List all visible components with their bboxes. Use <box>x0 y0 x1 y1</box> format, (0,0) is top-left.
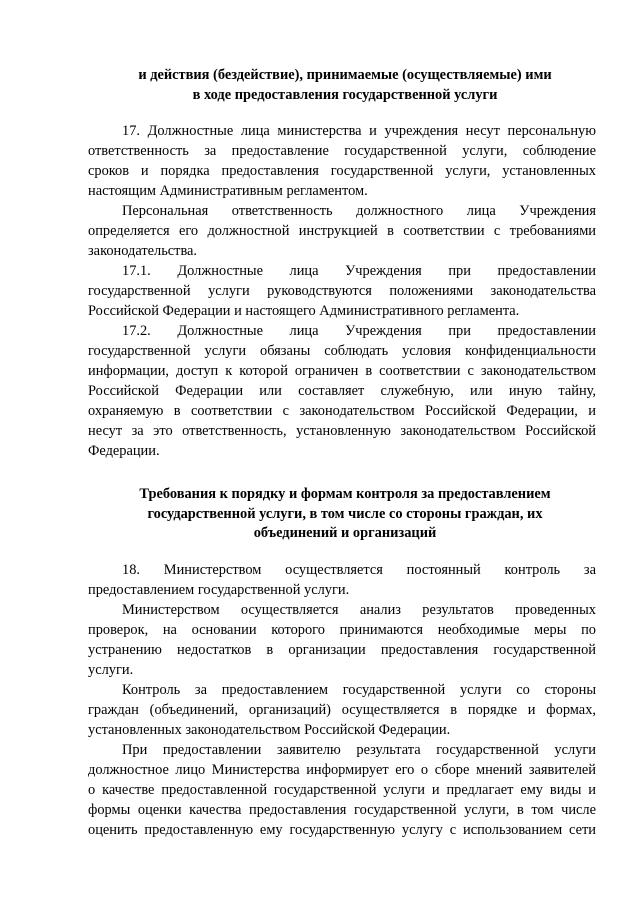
paragraph-18-control <box>88 680 596 740</box>
paragraph-18-feedback <box>88 740 596 840</box>
text-line: Российской Федерации или составляет служебную, или иную тайну, <box>88 383 596 399</box>
text-line: проверок, на основании которого принимаются необходимые меры по <box>88 622 596 638</box>
paragraph-18 <box>88 560 596 600</box>
heading-line: государственной услуги, в том числе со стороны граждан, их <box>147 505 543 522</box>
text-line: информации, доступ к которой ограничен в соответствии с законодательством <box>88 363 596 379</box>
heading-control-requirements <box>95 485 595 544</box>
text-line: При предоставлении заявителю результата государственной услуги <box>122 742 596 758</box>
text-line: 17.1. Должностные лица Учреждения при предоставлении <box>122 263 596 279</box>
text-line: охраняемую в соответствии с законодательством Российской Федерации, и <box>88 403 596 419</box>
text-line: о качестве предоставленной государственной услуги и предлагает ему виды и <box>88 782 596 798</box>
paragraph-17-1 <box>88 261 596 321</box>
text-line: Персональная ответственность должностного лица Учреждения <box>122 203 596 219</box>
paragraph-17 <box>88 121 596 201</box>
text-line: Российской Федерации и настоящего Административного регламента. <box>88 303 520 319</box>
text-line: устранению недостатков в организации предоставления государственной <box>88 642 596 658</box>
text-line: Контроль за предоставлением государственной услуги со стороны <box>122 682 596 698</box>
text-line: сроков и порядка предоставления государственной услуги, установленных <box>88 163 596 179</box>
text-line: формы оценки качества предоставления государственной услуги, в том числе <box>88 802 596 818</box>
text-line: несут за это ответственность, установленную законодательством Российской <box>88 423 596 439</box>
text-line: определяется его должностной инструкцией в соответствии с требованиями <box>88 223 596 239</box>
text-line: услуги. <box>88 662 134 678</box>
text-line: предоставлением государственной услуги. <box>88 582 350 598</box>
text-line: оценить предоставленную ему государственную услугу с использованием сети <box>88 822 596 838</box>
text-line: 17. Должностные лица министерства и учреждения несут персональную <box>122 123 596 139</box>
paragraph-17-2 <box>88 321 596 461</box>
text-line: настоящим Административным регламентом. <box>88 183 368 199</box>
paragraph-17-personal <box>88 201 596 261</box>
text-line: законодательства. <box>88 243 198 259</box>
text-line: граждан (объединений, организаций) осуществляется в порядке и формах, <box>88 702 596 718</box>
heading-responsibility <box>95 66 595 105</box>
text-line: 17.2. Должностные лица Учреждения при предоставлении <box>122 323 596 339</box>
text-line: установленных законодательством Российской Федерации. <box>88 722 451 738</box>
text-line: 18. Министерством осуществляется постоянный контроль за <box>122 562 596 578</box>
heading-line: в ходе предоставления государственной услуги <box>192 86 498 103</box>
text-line: государственной услуги руководствуются положениями законодательства <box>88 283 596 299</box>
heading-line: Требования к порядку и формам контроля за предоставлением <box>139 486 551 502</box>
text-line: должностное лицо Министерства информирует его о сборе мнений заявителей <box>88 762 596 778</box>
heading-line: объединений и организаций <box>253 525 437 541</box>
text-line: ответственность за предоставление государственной услуги, соблюдение <box>88 143 596 159</box>
heading-line: и действия (бездействие), принимаемые (осуществляемые) ими <box>138 67 552 83</box>
text-line: государственной услуги обязаны соблюдать условия конфиденциальности <box>88 343 596 359</box>
text-line: Министерством осуществляется анализ результатов проведенных <box>122 602 596 618</box>
paragraph-18-analysis <box>88 600 596 680</box>
text-line: Федерации. <box>88 443 160 459</box>
